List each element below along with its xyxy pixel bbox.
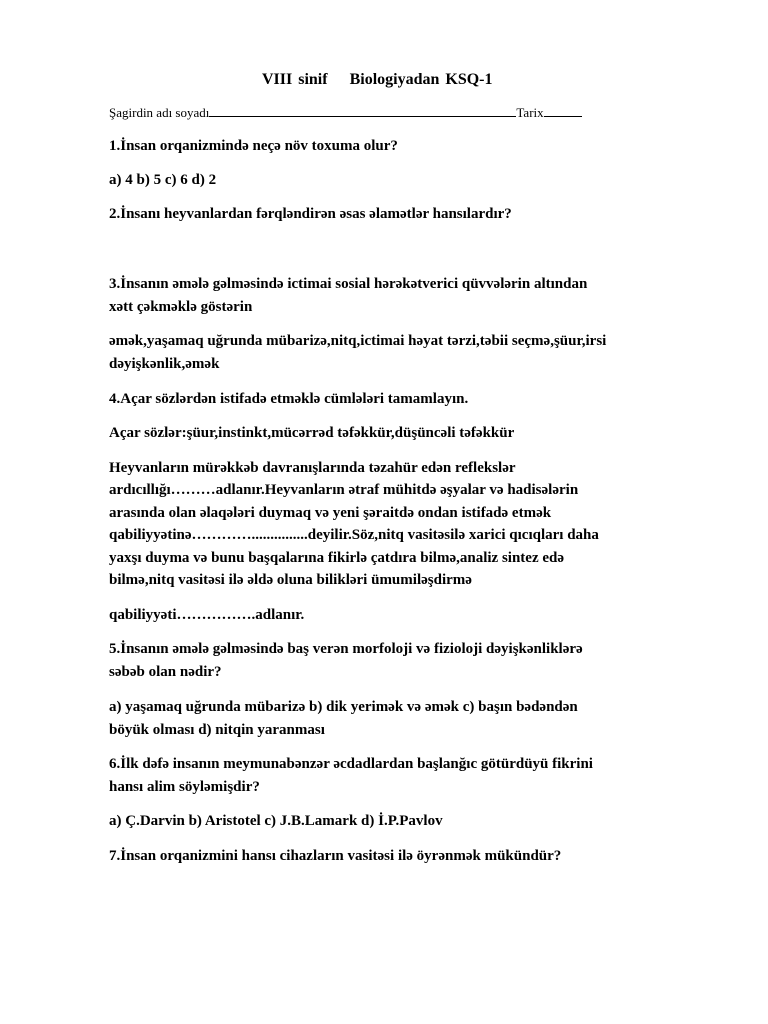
question-4-text-line-4: qabiliyyətinə…………...............deyilir.Söz,nitq vasitəsilə xarici qıcıqları daha [109, 527, 599, 543]
student-name-label: Şagirdin adı soyadı [109, 105, 210, 120]
question-4-text-line-5: yaxşı duyma və bunu başqalarına fikirlə çatdıra bilmə,analiz sintez edə [109, 550, 565, 566]
date-label: Tarix [516, 105, 544, 120]
subject-label: Biologiyadan KSQ-1 [349, 71, 493, 88]
question-5-line-2: səbəb olan nədir? [109, 664, 222, 680]
question-5-options-line-1: a) yaşamaq uğrunda mübarizə b) dik yerimək və əmək c) başın bədəndən [109, 699, 578, 715]
question-4-text-line-3: arasında olan əlaqələri duymaq və yeni şəraitdə ondan istifadə etmək [109, 505, 552, 521]
date-blank [544, 104, 582, 117]
question-5-options-line-2: böyük olması d) nitqin yaranması [109, 722, 325, 738]
student-name-blank [209, 104, 516, 117]
question-5-line-1: 5.İnsanın əmələ gəlməsində baş verən morfoloji və fizioloji dəyişkənliklərə [109, 641, 583, 657]
question-1-options: a) 4 b) 5 c) 6 d) 2 [109, 172, 217, 188]
class-label: VIII sinif [262, 71, 328, 88]
question-4-keywords: Açar sözlər:şüur,instinkt,mücərrəd təfəkkür,düşüncəli təfəkkür [109, 425, 515, 441]
question-2: 2.İnsanı heyvanlardan fərqləndirən əsas əlamətlər hansılardır? [109, 206, 512, 222]
question-3-words-line-2: dəyişkənlik,əmək [109, 356, 220, 372]
question-4-text-line-6: bilmə,nitq vasitəsi ilə əldə oluna bilikləri ümumiləşdirmə [109, 572, 472, 588]
student-info-line [109, 103, 582, 123]
question-3-line-2: xətt çəkməklə göstərin [109, 299, 253, 315]
page-title [262, 70, 493, 90]
question-1: 1.İnsan orqanizmində neçə növ toxuma olur? [109, 138, 398, 154]
question-6-options: a) Ç.Darvin b) Aristotel c) J.B.Lamark d) İ.P.Pavlov [109, 813, 443, 829]
question-4: 4.Açar sözlərdən istifadə etməklə cümlələri tamamlayın. [109, 391, 469, 407]
question-3-line-1: 3.İnsanın əmələ gəlməsində ictimai sosial hərəkətverici qüvvələrin altından [109, 276, 588, 292]
question-4-text-line-1: Heyvanların mürəkkəb davranışlarında təzahür edən reflekslər [109, 460, 516, 476]
question-4-text-line-2: ardıcıllığı………adlanır.Heyvanların ətraf mühitdə əşyalar və hadisələrin [109, 482, 579, 498]
question-7: 7.İnsan orqanizmini hansı cihazların vasitəsi ilə öyrənmək mükündür? [109, 848, 562, 864]
question-3-words-line-1: əmək,yaşamaq uğrunda mübarizə,nitq,ictimai həyat tərzi,təbii seçmə,şüur,irsi [109, 333, 607, 349]
question-4-text-line-7: qabiliyyəti…………….adlanır. [109, 607, 305, 623]
question-6-line-1: 6.İlk dəfə insanın meymunabənzər əcdadlardan başlanğıc götürdüyü fikrini [109, 756, 593, 772]
question-6-line-2: hansı alim söyləmişdir? [109, 779, 260, 795]
